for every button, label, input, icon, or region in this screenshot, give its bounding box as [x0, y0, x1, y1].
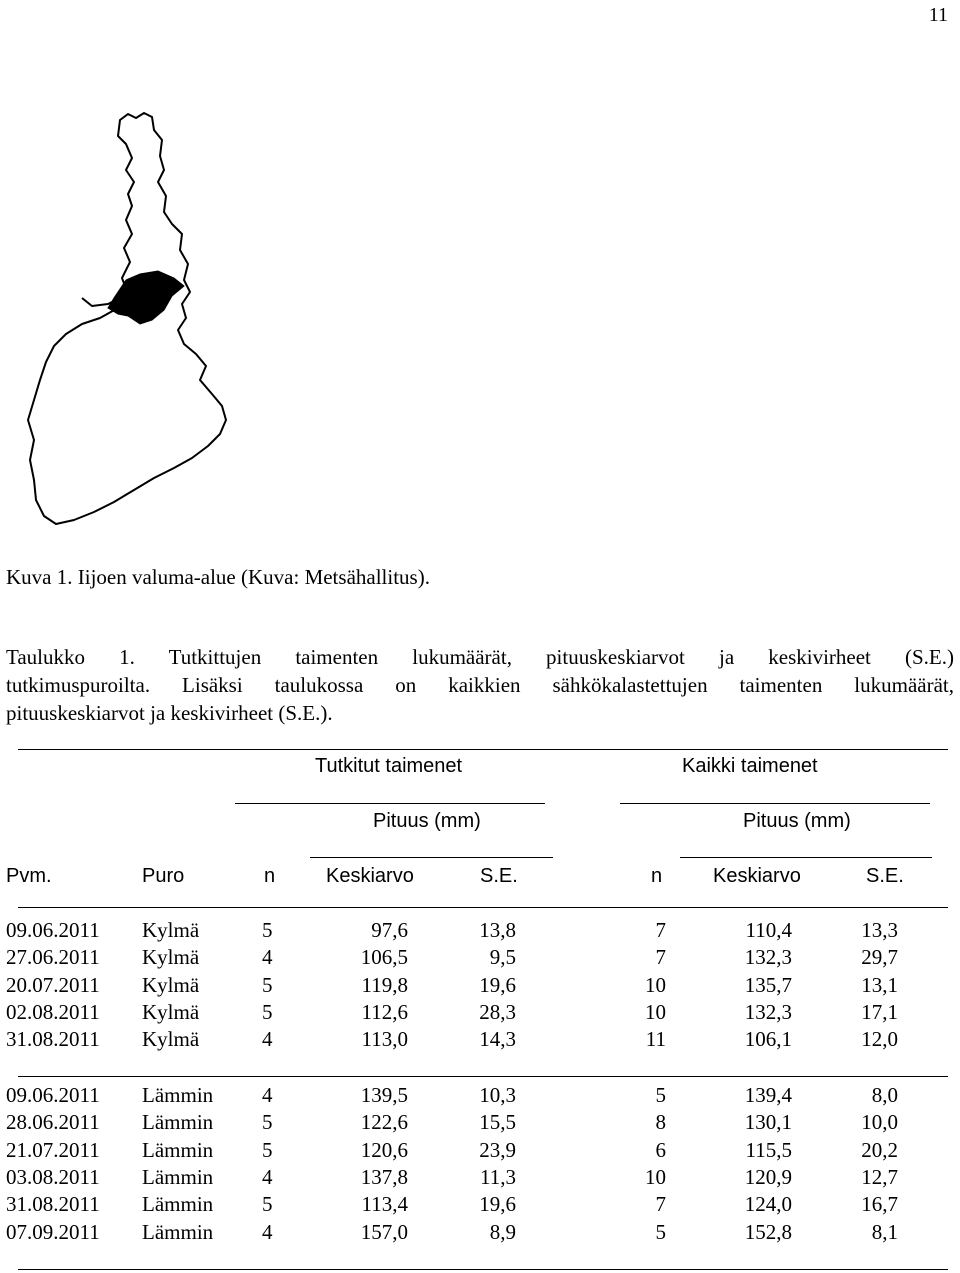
cell-stream: Kylmä [142, 999, 200, 1024]
cell-se-all: 29,7 [861, 945, 898, 970]
studied-length-rule [310, 857, 553, 858]
cell-mean: 113,4 [361, 1192, 408, 1217]
cell-n-all: 7 [655, 918, 666, 942]
table-top-rule [18, 749, 948, 750]
cell-n-all: 6 [655, 1137, 666, 1162]
cell-mean: 106,5 [360, 945, 408, 970]
cell-mean: 119,8 [361, 972, 408, 997]
cell-date: 27.06.2011 [6, 945, 100, 970]
group-header-studied: Tutkitut taimenet [315, 755, 463, 777]
cell-n: 5 [262, 999, 273, 1024]
header-bottom-rule [18, 907, 948, 908]
column-header-date: Pvm. [6, 865, 52, 887]
cell-n-all: 8 [655, 1110, 666, 1135]
cell-mean-all: 110,4 [745, 918, 792, 942]
column-header-stream: Puro [142, 865, 185, 887]
cell-stream: Lämmin [142, 1137, 214, 1162]
column-header-se-all: S.E. [866, 865, 904, 887]
table-title-line-2: tutkimuspuroilta. Lisäksi taulukossa on kaikkien sähkökalastettujen taimenten lukumäärät, [6, 673, 954, 697]
cell-n-all: 10 [645, 972, 666, 997]
cell-date: 02.08.2011 [6, 999, 100, 1024]
cell-se-all: 8,1 [871, 1219, 898, 1244]
cell-se: 19,6 [479, 972, 516, 997]
cell-n-all: 7 [655, 1192, 666, 1217]
cell-se: 8,9 [489, 1219, 516, 1244]
cell-se: 19,6 [479, 1192, 516, 1217]
group-separator-rule [18, 1076, 948, 1077]
table-title-line-1: Taulukko 1. Tutkittujen taimenten lukumäärät, pituuskeskiarvot ja keskivirheet (S.E.) [6, 645, 954, 669]
cell-n: 5 [262, 1192, 273, 1217]
cell-n: 5 [262, 972, 273, 997]
cell-stream: Kylmä [142, 918, 200, 942]
cell-se: 13,8 [479, 918, 516, 942]
table-title-line-3: pituuskeskiarvot ja keskivirheet (S.E.). [6, 701, 333, 725]
cell-se: 10,3 [479, 1083, 516, 1107]
cell-n-all: 5 [655, 1083, 666, 1107]
cell-se-all: 13,1 [861, 972, 898, 997]
cell-mean-all: 132,3 [744, 945, 792, 970]
cell-date: 03.08.2011 [6, 1164, 100, 1189]
cell-stream: Lämmin [142, 1110, 214, 1135]
column-header-n-all: n [651, 865, 663, 887]
finland-outline [28, 113, 226, 524]
cell-mean-all: 135,7 [744, 972, 792, 997]
cell-n-all: 7 [655, 945, 666, 970]
table-bottom-rule [18, 1269, 948, 1270]
cell-date: 20.07.2011 [6, 972, 100, 997]
cell-mean: 97,6 [371, 918, 408, 942]
column-header-mean-all: Keskiarvo [713, 865, 801, 887]
cell-se: 11,3 [480, 1164, 516, 1189]
cell-se-all: 8,0 [871, 1083, 898, 1107]
all-length-rule [680, 857, 932, 858]
cell-n: 4 [262, 1164, 273, 1189]
column-header-n: n [264, 865, 276, 887]
cell-n: 4 [262, 1219, 273, 1244]
cell-stream: Lämmin [142, 1083, 214, 1107]
cell-stream: Lämmin [142, 1219, 214, 1244]
cell-n: 5 [262, 1137, 273, 1162]
cell-mean: 113,0 [361, 1027, 408, 1052]
cell-n: 4 [262, 1027, 273, 1052]
cell-stream: Lämmin [142, 1192, 214, 1217]
cell-date: 28.06.2011 [6, 1110, 100, 1135]
cell-date: 21.07.2011 [6, 1137, 100, 1162]
cell-se-all: 20,2 [861, 1137, 898, 1162]
cell-mean: 122,6 [360, 1110, 408, 1135]
cell-date: 31.08.2011 [6, 1027, 100, 1052]
cell-se: 14,3 [479, 1027, 516, 1052]
figure-caption: Kuva 1. Iijoen valuma-alue (Kuva: Metsähallitus). [6, 565, 430, 589]
cell-mean: 157,0 [360, 1219, 408, 1244]
cell-mean-all: 139,4 [744, 1083, 792, 1107]
cell-n: 4 [262, 1083, 273, 1107]
cell-se-all: 10,0 [861, 1110, 898, 1135]
page-number: 11 [928, 4, 948, 26]
cell-mean-all: 115,5 [745, 1137, 792, 1162]
cell-mean: 112,6 [361, 999, 408, 1024]
cell-mean: 139,5 [360, 1083, 408, 1107]
cell-date: 09.06.2011 [6, 1083, 100, 1107]
studied-group-rule [235, 803, 545, 804]
cell-mean: 120,6 [360, 1137, 408, 1162]
cell-se: 9,5 [489, 945, 516, 970]
cell-mean-all: 120,9 [744, 1164, 792, 1189]
cell-se: 23,9 [479, 1137, 516, 1162]
column-header-mean: Keskiarvo [326, 865, 414, 887]
cell-se-all: 12,7 [861, 1164, 898, 1189]
cell-mean-all: 106,1 [744, 1027, 792, 1052]
cell-se: 28,3 [479, 999, 516, 1024]
cell-n-all: 10 [645, 1164, 666, 1189]
length-header-all: Pituus (mm) [743, 810, 851, 832]
cell-se-all: 12,0 [861, 1027, 898, 1052]
cell-mean-all: 124,0 [744, 1192, 792, 1217]
all-group-rule [620, 803, 930, 804]
cell-stream: Lämmin [142, 1164, 214, 1189]
cell-date: 07.09.2011 [6, 1219, 100, 1244]
cell-se: 15,5 [479, 1110, 516, 1135]
cell-n-all: 5 [655, 1219, 666, 1244]
finland-map-figure [22, 108, 254, 528]
cell-mean-all: 132,3 [744, 999, 792, 1024]
cell-stream: Kylmä [142, 972, 200, 997]
cell-se-all: 13,3 [861, 918, 898, 942]
cell-n: 5 [262, 1110, 273, 1135]
cell-se-all: 16,7 [861, 1192, 898, 1217]
cell-se-all: 17,1 [861, 999, 898, 1024]
column-header-se: S.E. [480, 865, 518, 887]
cell-date: 09.06.2011 [6, 918, 100, 942]
cell-mean-all: 152,8 [744, 1219, 792, 1244]
cell-stream: Kylmä [142, 1027, 200, 1052]
group-header-all: Kaikki taimenet [682, 755, 818, 777]
cell-n-all: 10 [645, 999, 666, 1024]
cell-n: 5 [262, 918, 273, 942]
cell-n-all: 11 [645, 1027, 666, 1052]
cell-mean: 137,8 [360, 1164, 408, 1189]
cell-n: 4 [262, 945, 273, 970]
cell-stream: Kylmä [142, 945, 200, 970]
cell-mean-all: 130,1 [744, 1110, 792, 1135]
length-header-studied: Pituus (mm) [373, 810, 481, 832]
cell-date: 31.08.2011 [6, 1192, 100, 1217]
